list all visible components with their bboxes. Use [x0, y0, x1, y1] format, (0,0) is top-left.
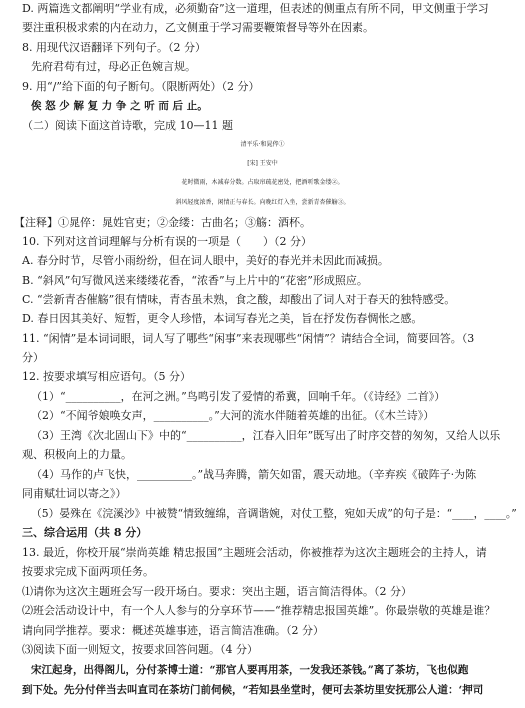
poem-author: [宋] 王安中 — [247, 160, 278, 167]
question-12: 12. 按要求填写相应语句。（5 分） — [22, 370, 191, 383]
question-11-continued: 分） — [22, 351, 44, 364]
question-8: 8. 用现代汉语翻译下列句子。（2 分） — [22, 41, 206, 54]
question-12-item-5: （5）晏殊在《浣溪沙》中被赞“情致缠绵，音调谐婉，对仗工整，宛如天成”的句子是：“____，____。” — [31, 507, 517, 520]
option-d-text: D. 两篇选文都阐明“学业有成，必须勤奋”这一道理，但表述的侧重点有所不同，甲文侧重于学习 — [22, 2, 489, 15]
poem-line-2: 斜风轻度浓香，闲情正与春长。向晚红灯入坐，尝新青杏催觞③。 — [175, 199, 350, 206]
question-10-option-a: A. 春分时节，尽管小雨纷纷，但在词人眼中，美好的春光并未因此而减损。 — [22, 254, 389, 267]
question-12-item-3: （3）王湾《次北固山下》中的“__________，江春入旧年”既写出了时序交替的匆匆，又给人以乐 — [31, 429, 501, 442]
question-13-task-2: ⑵班会活动设计中，有一个人人参与的分享环节——“推荐精忠报国英雄”。你最崇敬的英雄是谁？ — [22, 604, 496, 617]
question-13-task-2-continued: 请向同学推荐。要求：概述英雄事迹，语言简洁准确。（2 分） — [22, 624, 324, 637]
poem-line-1: 花时微雨，木减春分数。占取帘疏花密处，把酒听歌金缕②。 — [181, 179, 344, 186]
section-2-heading: （二）阅读下面这首诗歌，完成 10—11 题 — [22, 119, 233, 132]
question-13-task-1: ⑴请你为这次主题班会写一段开场白。要求：突出主题，语言简洁得体。（2 分） — [22, 585, 412, 598]
question-12-item-2: （2）“不闻爷娘唤女声，__________。”大河的流水伴随着英雄的出征。（《木兰诗》） — [31, 409, 435, 422]
poem-notes: 【注释】①晁倅：晁姓官吏；②金缕：古曲名；③觞：酒杯。 — [14, 216, 311, 229]
question-12-item-4-continued: 同甫赋壮词以寄之》） — [22, 487, 127, 500]
question-8-sentence: 先府君苟有过，母必正色婉言规。 — [31, 60, 196, 73]
question-9-sentence: 俟 怒 少 解 复 力 争 之 听 而 后 止。 — [31, 100, 208, 112]
question-13: 13. 最近，你校开展“崇尚英雄 精忠报国”主题班会活动，你被推荐为这次主题班会的主持人，请 — [22, 546, 487, 559]
question-13-task-3: ⑶阅读下面一则短文，按要求回答问题。（4 分） — [22, 643, 258, 656]
question-10-option-c: C. “尝新青杏催觞”很有情味，青杏虽未熟，食之酸，却酸出了词人对于春天的独特感受。 — [22, 293, 456, 306]
question-12-item-3-continued: 观、积极向上的力量。 — [22, 448, 132, 461]
option-d-continued: 要注重积极求索的内在动力，乙文侧重于学习需要鞭策督导等外在因素。 — [22, 21, 374, 34]
passage-line-1: 宋江起身，出得阁儿，分付茶博士道：“那官人要再用茶，一发我还茶钱。”离了茶坊，飞也似跑 — [31, 664, 469, 676]
passage-line-2: 到下处。先分付伴当去叫直司在茶坊门前伺候，“若知县坐堂时，便可去茶坊里安抚那公人道：‘押司 — [22, 684, 484, 696]
question-10-option-d: D. 春日因其美好、短暂，更令人珍惜，本词写春光之美，旨在抒发伤春惆怅之感。 — [22, 312, 423, 325]
question-12-item-4: （4）马作的卢飞快，__________。”战马奔腾，箭矢如雷，震天动地。（辛弃疾《破阵子·为陈 — [31, 468, 477, 481]
poem-title: 清平乐·和晁倅① — [240, 141, 285, 148]
question-12-item-1: （1）“__________，在河之洲。”鸟鸣引发了爱情的希冀，回响千年。（《诗经》二首》） — [31, 390, 446, 403]
question-11: 11. “闲情”是本词词眼，词人写了哪些“闲事”来表现哪些“闲情”？请结合全词，简要回答。（3 — [22, 332, 475, 345]
section-3-heading: 三、综合运用（共 8 分） — [22, 526, 148, 539]
question-9: 9. 用“/”给下面的句子断句。（限断两处）（2 分） — [22, 80, 260, 93]
question-10: 10. 下列对这首词理解与分析有误的一项是（ ）（2 分） — [22, 235, 312, 248]
question-10-option-b: B. “斜风”句写微风送来缕缕花香，“浓香”与上片中的“花密”形成照应。 — [22, 274, 368, 287]
question-13-continued: 按要求完成下面两项任务。 — [22, 565, 154, 578]
